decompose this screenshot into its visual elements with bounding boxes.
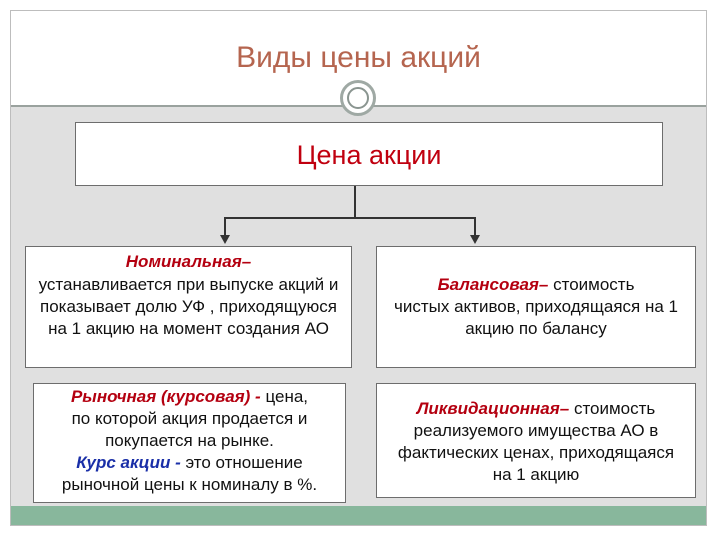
circle-ornament-icon — [340, 80, 376, 116]
balance-lead-line — [377, 274, 695, 296]
liquidation-text-first: стоимость — [569, 399, 656, 418]
nominal-box — [25, 246, 352, 368]
nominal-lead-line — [26, 251, 351, 273]
circle-inner-ring — [347, 87, 369, 109]
arrow-right-icon — [470, 235, 480, 244]
liquidation-box — [376, 383, 696, 498]
balance-text: чистых активов, приходящаяся на 1 акцию по балансу — [394, 297, 678, 338]
balance-lead: Балансовая– — [437, 275, 549, 294]
market-text-first: цена, — [260, 387, 309, 406]
rate-lead: Курс акции - — [76, 453, 181, 472]
connector-left-drop — [224, 217, 226, 235]
rate-line — [34, 452, 345, 496]
market-lead-line — [34, 386, 345, 408]
liquidation-text: реализуемого имущества АО в фактических ценах, приходящаяся на 1 акцию — [397, 421, 675, 484]
balance-text-first: стоимость — [548, 275, 635, 294]
connector-horizontal — [224, 217, 476, 219]
market-box — [33, 383, 346, 503]
slide-title: Виды цены акций — [236, 41, 481, 74]
nominal-lead: Номинальная– — [125, 252, 252, 271]
market-lead: Рыночная (курсовая) - — [70, 387, 261, 406]
bottom-bar — [11, 506, 706, 525]
liquidation-lead-line — [377, 398, 695, 420]
connector-vertical — [354, 186, 356, 218]
main-box — [75, 122, 663, 186]
liquidation-lead: Ликвидационная– — [416, 399, 570, 418]
arrow-left-icon — [220, 235, 230, 244]
balance-box — [376, 246, 696, 368]
rate-text: это отношение рыночной цены к номиналу в %. — [61, 453, 318, 494]
connector-right-drop — [474, 217, 476, 235]
market-text: по которой акция продается и покупается на рынке. — [71, 409, 308, 450]
nominal-text: устанавливается при выпуске акций и показывает долю УФ , приходящуюся на 1 акцию на момент создания АО — [38, 275, 339, 338]
main-box-label: Цена акции — [296, 140, 442, 170]
